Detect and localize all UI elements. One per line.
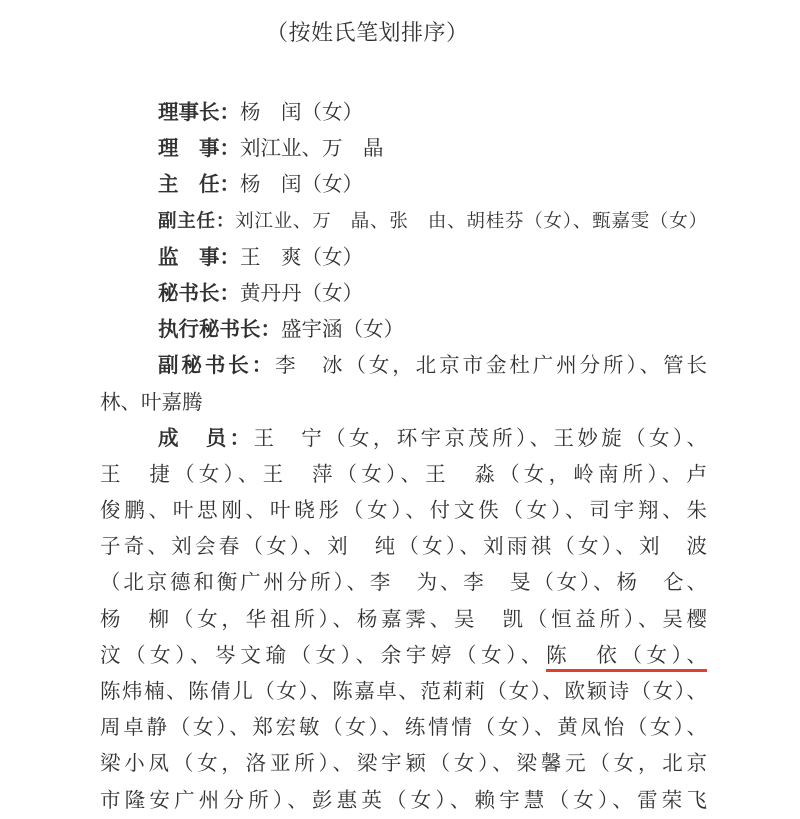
director-line	[100, 167, 707, 203]
member-names: 子奇、刘会春（女）、刘 纯（女）、刘雨祺（女）、刘 波	[100, 536, 707, 559]
role-names: 杨 闰（女）	[240, 174, 363, 197]
role-names: 杨 闰（女）	[240, 102, 363, 124]
role-label: 副主任：	[158, 211, 236, 232]
role-label: 执行秘书长：	[158, 319, 281, 342]
role-names: 黄丹丹（女）	[240, 282, 363, 305]
member-names: 梁小凤（女，洛亚所）、梁宇颖（女）、梁馨元（女，北京	[100, 753, 707, 776]
executive-secretary-general-line	[100, 312, 707, 348]
role-label: 理 事：	[158, 138, 240, 161]
role-label: 副秘书长：	[158, 355, 276, 378]
member-names: 市隆安广州分所）、彭惠英（女）、赖宇慧（女）、雷荣飞	[100, 789, 707, 812]
members-line-continued	[100, 602, 707, 638]
deputy-directors-line	[100, 204, 707, 240]
member-names: 周卓静（女）、郑宏敏（女）、练情情（女）、黄凤怡（女）、	[100, 717, 707, 740]
member-names: 杨 柳（女，华祖所）、杨嘉霁、吴 凯（恒益所）、吴樱	[100, 608, 707, 631]
member-names: 汶（女）、岑文瑜（女）、余宇婷（女）、	[100, 644, 547, 667]
role-names: 林、叶嘉腾	[100, 391, 203, 414]
role-label: 成 员：	[158, 427, 254, 450]
roster-body	[100, 95, 707, 819]
supervisor-line	[100, 240, 707, 276]
member-names: 王 捷（女）、王 萍（女）、王 淼（女，岭南所）、卢	[100, 463, 707, 486]
role-names: 刘江业、万 晶、张 由、胡桂芬（女）、甄嘉雯（女）	[235, 211, 707, 232]
members-line-continued	[100, 710, 707, 746]
members-line	[100, 421, 707, 457]
member-names: 陈炜楠、陈倩儿（女）、陈嘉卓、范莉莉（女）、欧颖诗（女）、	[100, 681, 707, 703]
secretary-general-line	[100, 276, 707, 312]
members-line-continued	[100, 457, 707, 493]
members-line-continued	[100, 529, 707, 565]
member-names: 王 宁（女，环宇京茂所）、王妙旋（女）、	[253, 427, 708, 450]
role-names: 刘江业、万 晶	[240, 138, 384, 161]
role-label: 监 事：	[158, 246, 240, 269]
trustees-line	[100, 131, 707, 167]
members-line-continued	[100, 674, 707, 710]
red-underlined-name: 陈 依（女）、	[546, 645, 707, 672]
deputy-secretaries-line-continued	[100, 385, 707, 421]
role-label: 主 任：	[158, 174, 240, 197]
sort-note-heading: （按姓氏笔划排序）	[266, 20, 469, 45]
chairman-line	[100, 95, 707, 131]
members-line-underlined	[100, 638, 707, 674]
members-line-continued	[100, 493, 707, 529]
members-line-continued	[100, 746, 707, 782]
deputy-secretaries-line	[100, 348, 707, 384]
role-names: 王 爽（女）	[240, 246, 363, 269]
members-line-clipped	[100, 783, 707, 819]
member-names: （北京德和衡广州分所）、李 为、李 旻（女）、杨 仑、	[100, 572, 707, 595]
role-names: 盛宇涵（女）	[281, 319, 404, 342]
role-label: 秘书长：	[158, 282, 240, 305]
role-names: 李 冰（女，北京市金杜广州分所）、管长	[275, 355, 708, 378]
members-line-continued	[100, 565, 707, 601]
member-names: 俊鹏、叶思刚、叶晓彤（女）、付文佚（女）、司宇翔、朱	[100, 500, 707, 523]
role-label: 理事长：	[158, 102, 240, 124]
